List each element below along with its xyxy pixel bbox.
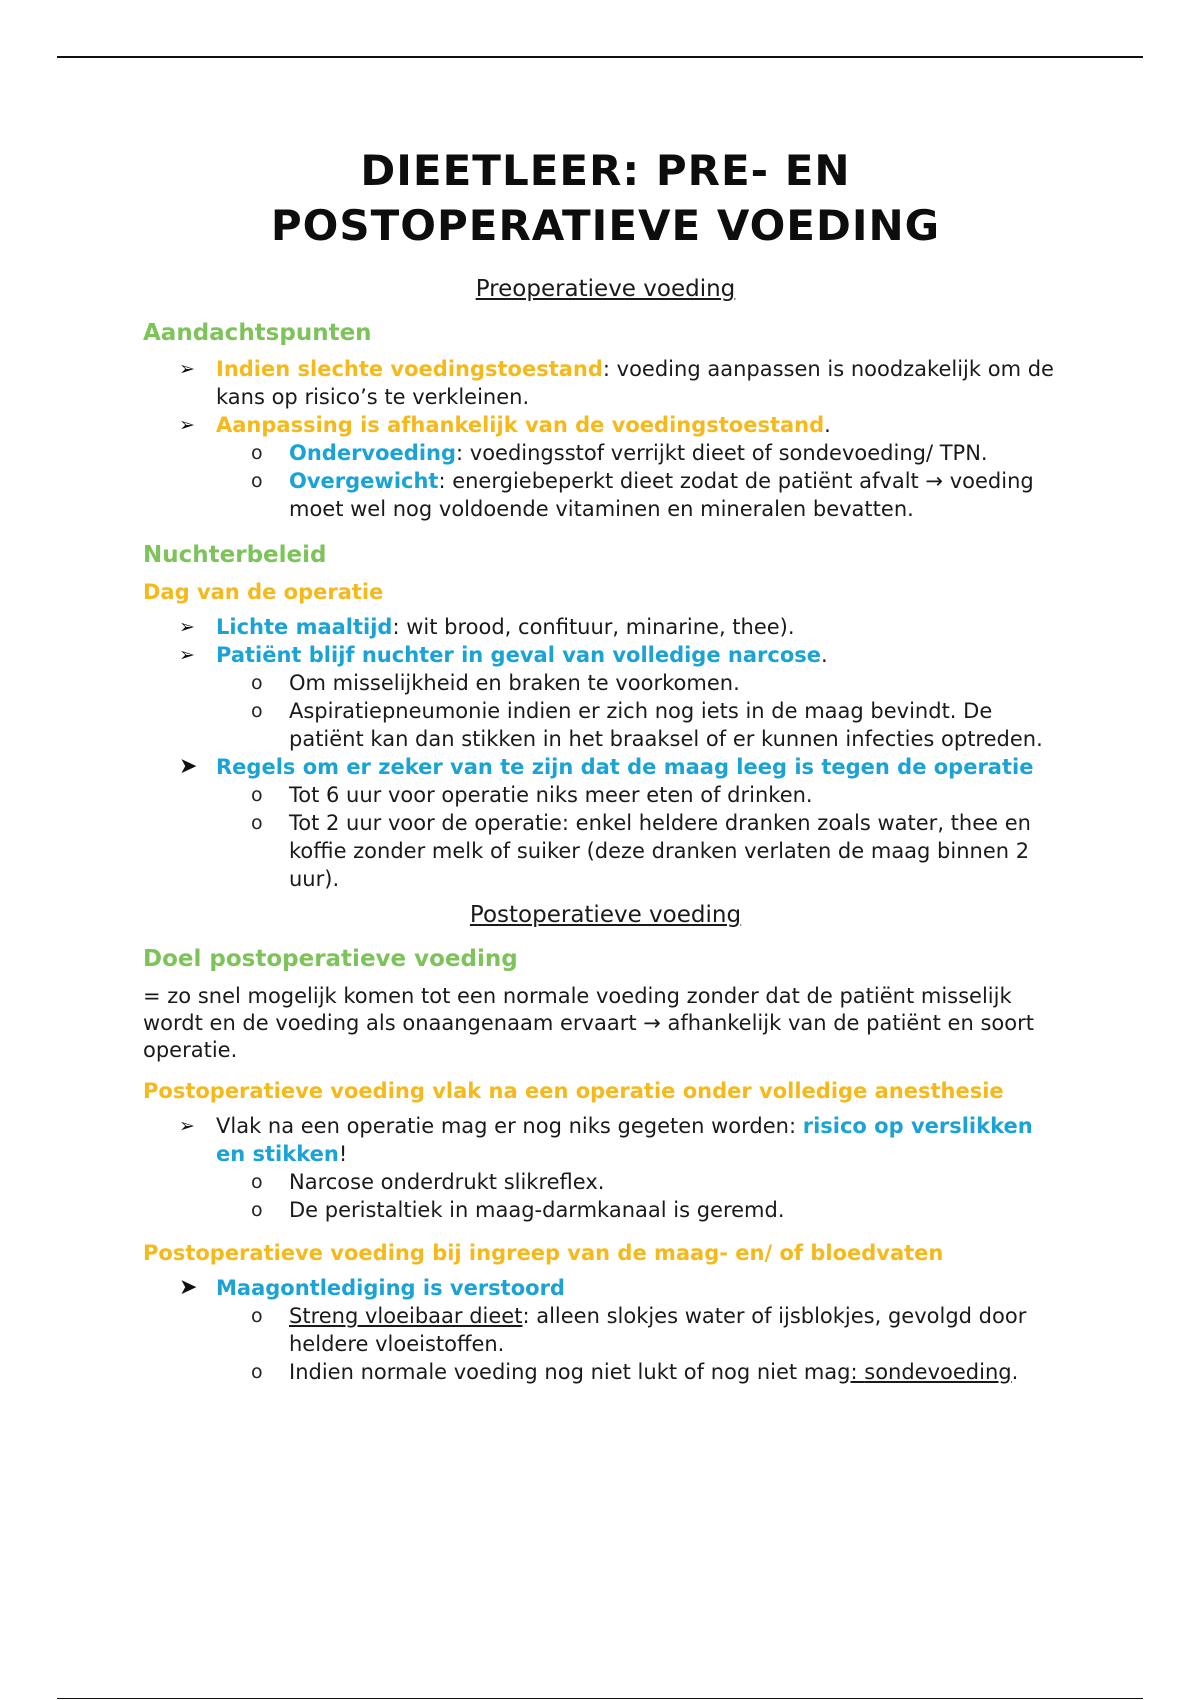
sub-list [143,1302,1068,1386]
title-line-2: POSTOPERATIEVE VOEDING [270,201,941,250]
sub-list-item: o Narcose onderdrukt slikreflex. [251,1170,605,1194]
sub-list-item: o Aspiratiepneumonie indien er zich nog iets in de maag bevindt. De patiënt kan dan stikken in het braaksel of er kunnen infecties optreden. [251,699,1043,751]
arrow-bullet-icon: ➤ [179,754,198,779]
section-title-pre: Preoperatieve voeding [475,276,736,302]
sub-list-item: o Streng vloeibaar dieet: alleen slokjes water of ijsblokjes, gevolgd door heldere vloeistoffen. [251,1304,1027,1356]
list-item: ➤ Maagontlediging is verstoord o Streng vloeibaar dieet: alleen slokjes water of ijsblokjes, gevolgd door heldere vloeistoffen. o Indien normale voeding nog niet lukt of nog niet mag: sondevoeding. [143,1274,1068,1386]
heading-aandachtspunten: Aandachtspunten [143,320,372,346]
aandacht-list [143,355,1068,523]
circle-bullet-icon: o [251,1361,263,1383]
sub-list [143,1168,1068,1224]
sub-list-item: o Tot 2 uur voor de operatie: enkel heldere dranken zoals water, thee en koffie zonder melk of suiker (deze dranken verlaten de maag binnen 2 uur). [251,811,1031,891]
circle-bullet-icon: o [251,700,263,722]
list-item: ➢ Indien slechte voedingstoestand: voeding aanpassen is noodzakelijk om de kans op risico’s te verkleinen. [179,357,1054,409]
list-item: ➢ Patiënt blijf nuchter in geval van volledige narcose. o Om misselijkheid en braken te voorkomen. o Aspiratiepneumonie indien er zich nog iets in de maag bevindt. De patiënt kan dan stikken in het braaksel of er kunnen infecties optreden. [143,641,1068,753]
anesthesie-list [143,1112,1068,1224]
sub-list-item: o Overgewicht: energiebeperkt dieet zodat de patiënt afvalt → voeding moet wel nog voldoende vitaminen en mineralen bevatten. [251,469,1034,521]
title-line-1: DIEETLEER: PRE- EN [360,146,851,195]
header-rule [57,56,1143,58]
list-item: ➢ Aanpassing is afhankelijk van de voedingstoestand. o Ondervoeding: voedingsstof verrijkt dieet of sondevoeding/ TPN. o Overgewicht: energiebeperkt dieet zodat de patiënt afvalt → voeding moet wel nog voldoende vitaminen en mineralen bevatten. [143,411,1068,523]
arrow-bullet-icon: ➢ [179,1115,195,1137]
list-item: ➤ Regels om er zeker van te zijn dat de maag leeg is tegen de operatie o Tot 6 uur voor operatie niks meer eten of drinken. o Tot 2 uur voor de operatie: enkel heldere dranken zoals water, thee en koffie zonder melk of suiker (deze dranken verlaten de maag binnen 2 uur). [143,753,1068,893]
arrow-bullet-icon: ➢ [179,616,195,638]
list-item: ➢ Lichte maaltijd: wit brood, confituur, minarine, thee). [179,615,795,639]
heading-nuchterbeleid: Nuchterbeleid [143,542,327,568]
circle-bullet-icon: o [251,672,263,694]
sub-list-item: o Tot 6 uur voor operatie niks meer eten of drinken. [251,783,813,807]
list-item: ➢ Vlak na een operatie mag er nog niks gegeten worden: risico op verslikken en stikken! o Narcose onderdrukt slikreflex. o De peristaltiek in maag-darmkanaal is geremd. [143,1112,1068,1224]
heading-maag-bloedvaten: Postoperatieve voeding bij ingreep van de maag- en/ of bloedvaten [143,1241,944,1265]
maag-list [143,1274,1068,1386]
heading-anesthesie: Postoperatieve voeding vlak na een operatie onder volledige anesthesie [143,1079,1004,1103]
heading-doel-postoperatieve-voeding: Doel postoperatieve voeding [143,946,518,972]
document-title [143,143,1068,253]
circle-bullet-icon: o [251,784,263,806]
circle-bullet-icon: o [251,1305,263,1327]
nuchter-list [143,613,1068,893]
sub-list-item: o Indien normale voeding nog niet lukt of nog niet mag: sondevoeding. [251,1360,1019,1384]
circle-bullet-icon: o [251,470,263,492]
footer-rule [57,1698,1143,1699]
circle-bullet-icon: o [251,1199,263,1221]
arrow-bullet-icon: ➢ [179,644,195,666]
circle-bullet-icon: o [251,1171,263,1193]
arrow-bullet-icon: ➢ [179,414,195,436]
doel-paragraph: = zo snel mogelijk komen tot een normale voeding zonder dat de patiënt misselijk wordt en de voeding als onaangenaam ervaart → afhankelijk van de patiënt en soort operatie. [143,984,1034,1062]
sub-list [143,439,1068,523]
sub-list [143,669,1068,753]
sub-list-item: o Om misselijkheid en braken te voorkomen. [251,671,740,695]
arrow-bullet-icon: ➢ [179,358,195,380]
circle-bullet-icon: o [251,442,263,464]
subheading-dag-van-de-operatie: Dag van de operatie [143,580,384,604]
document-page [143,143,1068,1386]
section-title-post: Postoperatieve voeding [469,902,742,928]
sub-list-item: o Ondervoeding: voedingsstof verrijkt dieet of sondevoeding/ TPN. [251,441,988,465]
sub-list [143,781,1068,893]
sub-list-item: o De peristaltiek in maag-darmkanaal is geremd. [251,1198,785,1222]
arrow-bullet-icon: ➤ [179,1275,198,1300]
circle-bullet-icon: o [251,812,263,834]
